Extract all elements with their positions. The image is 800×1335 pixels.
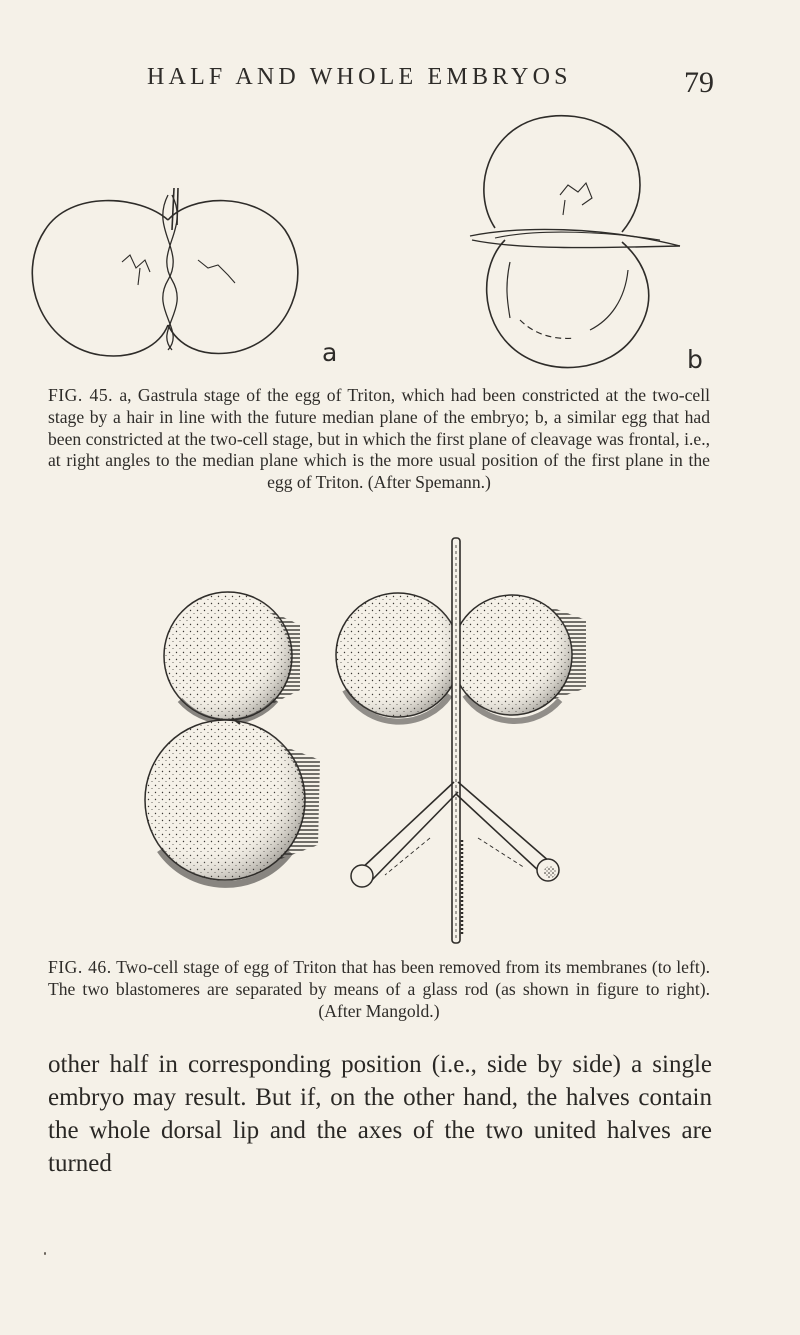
running-head: HALF AND WHOLE EMBRYOS	[147, 64, 572, 90]
body-paragraph: other half in corresponding position (i.e., side by side) a single embryo may result. But if, on the other hand, the halves contain the whole dorsal lip and the axes of the two united halves are turned	[48, 1051, 712, 1177]
fig45-caption-number: FIG. 45.	[48, 385, 114, 405]
fig45-caption	[48, 385, 710, 494]
fig45-label-b: b	[687, 345, 703, 374]
page-number: 79	[684, 66, 714, 99]
fig45b-drawing	[470, 116, 680, 368]
paper-speck	[44, 1252, 46, 1255]
fig46-caption	[48, 957, 710, 1022]
fig45-caption-text: a, Gastrula stage of the egg of Triton, which had been constricted at the two-cell stage by a hair in line with the future median plane of the embryo; b, a similar egg that had been constricted at the two-cell stage, but in which the first plane of cleavage was frontal, i.e., at right angles to the median plane which is the more usual position of the first plane in the egg of Triton. (After Spemann.)	[48, 385, 711, 493]
fig46-left-blastomeres	[145, 592, 320, 884]
fig46-caption-text: Two-cell stage of egg of Triton that has been removed from its membranes (to left). The two blastomeres are separated by means of a glass rod (as shown in figure to right). (After Mangold.)	[48, 957, 710, 1021]
fig46-caption-number: FIG. 46.	[48, 957, 112, 977]
fig46-right-glass-rod-drawing	[336, 538, 586, 943]
fig45a-drawing	[32, 188, 298, 356]
fig45-label-a: a	[322, 338, 338, 367]
